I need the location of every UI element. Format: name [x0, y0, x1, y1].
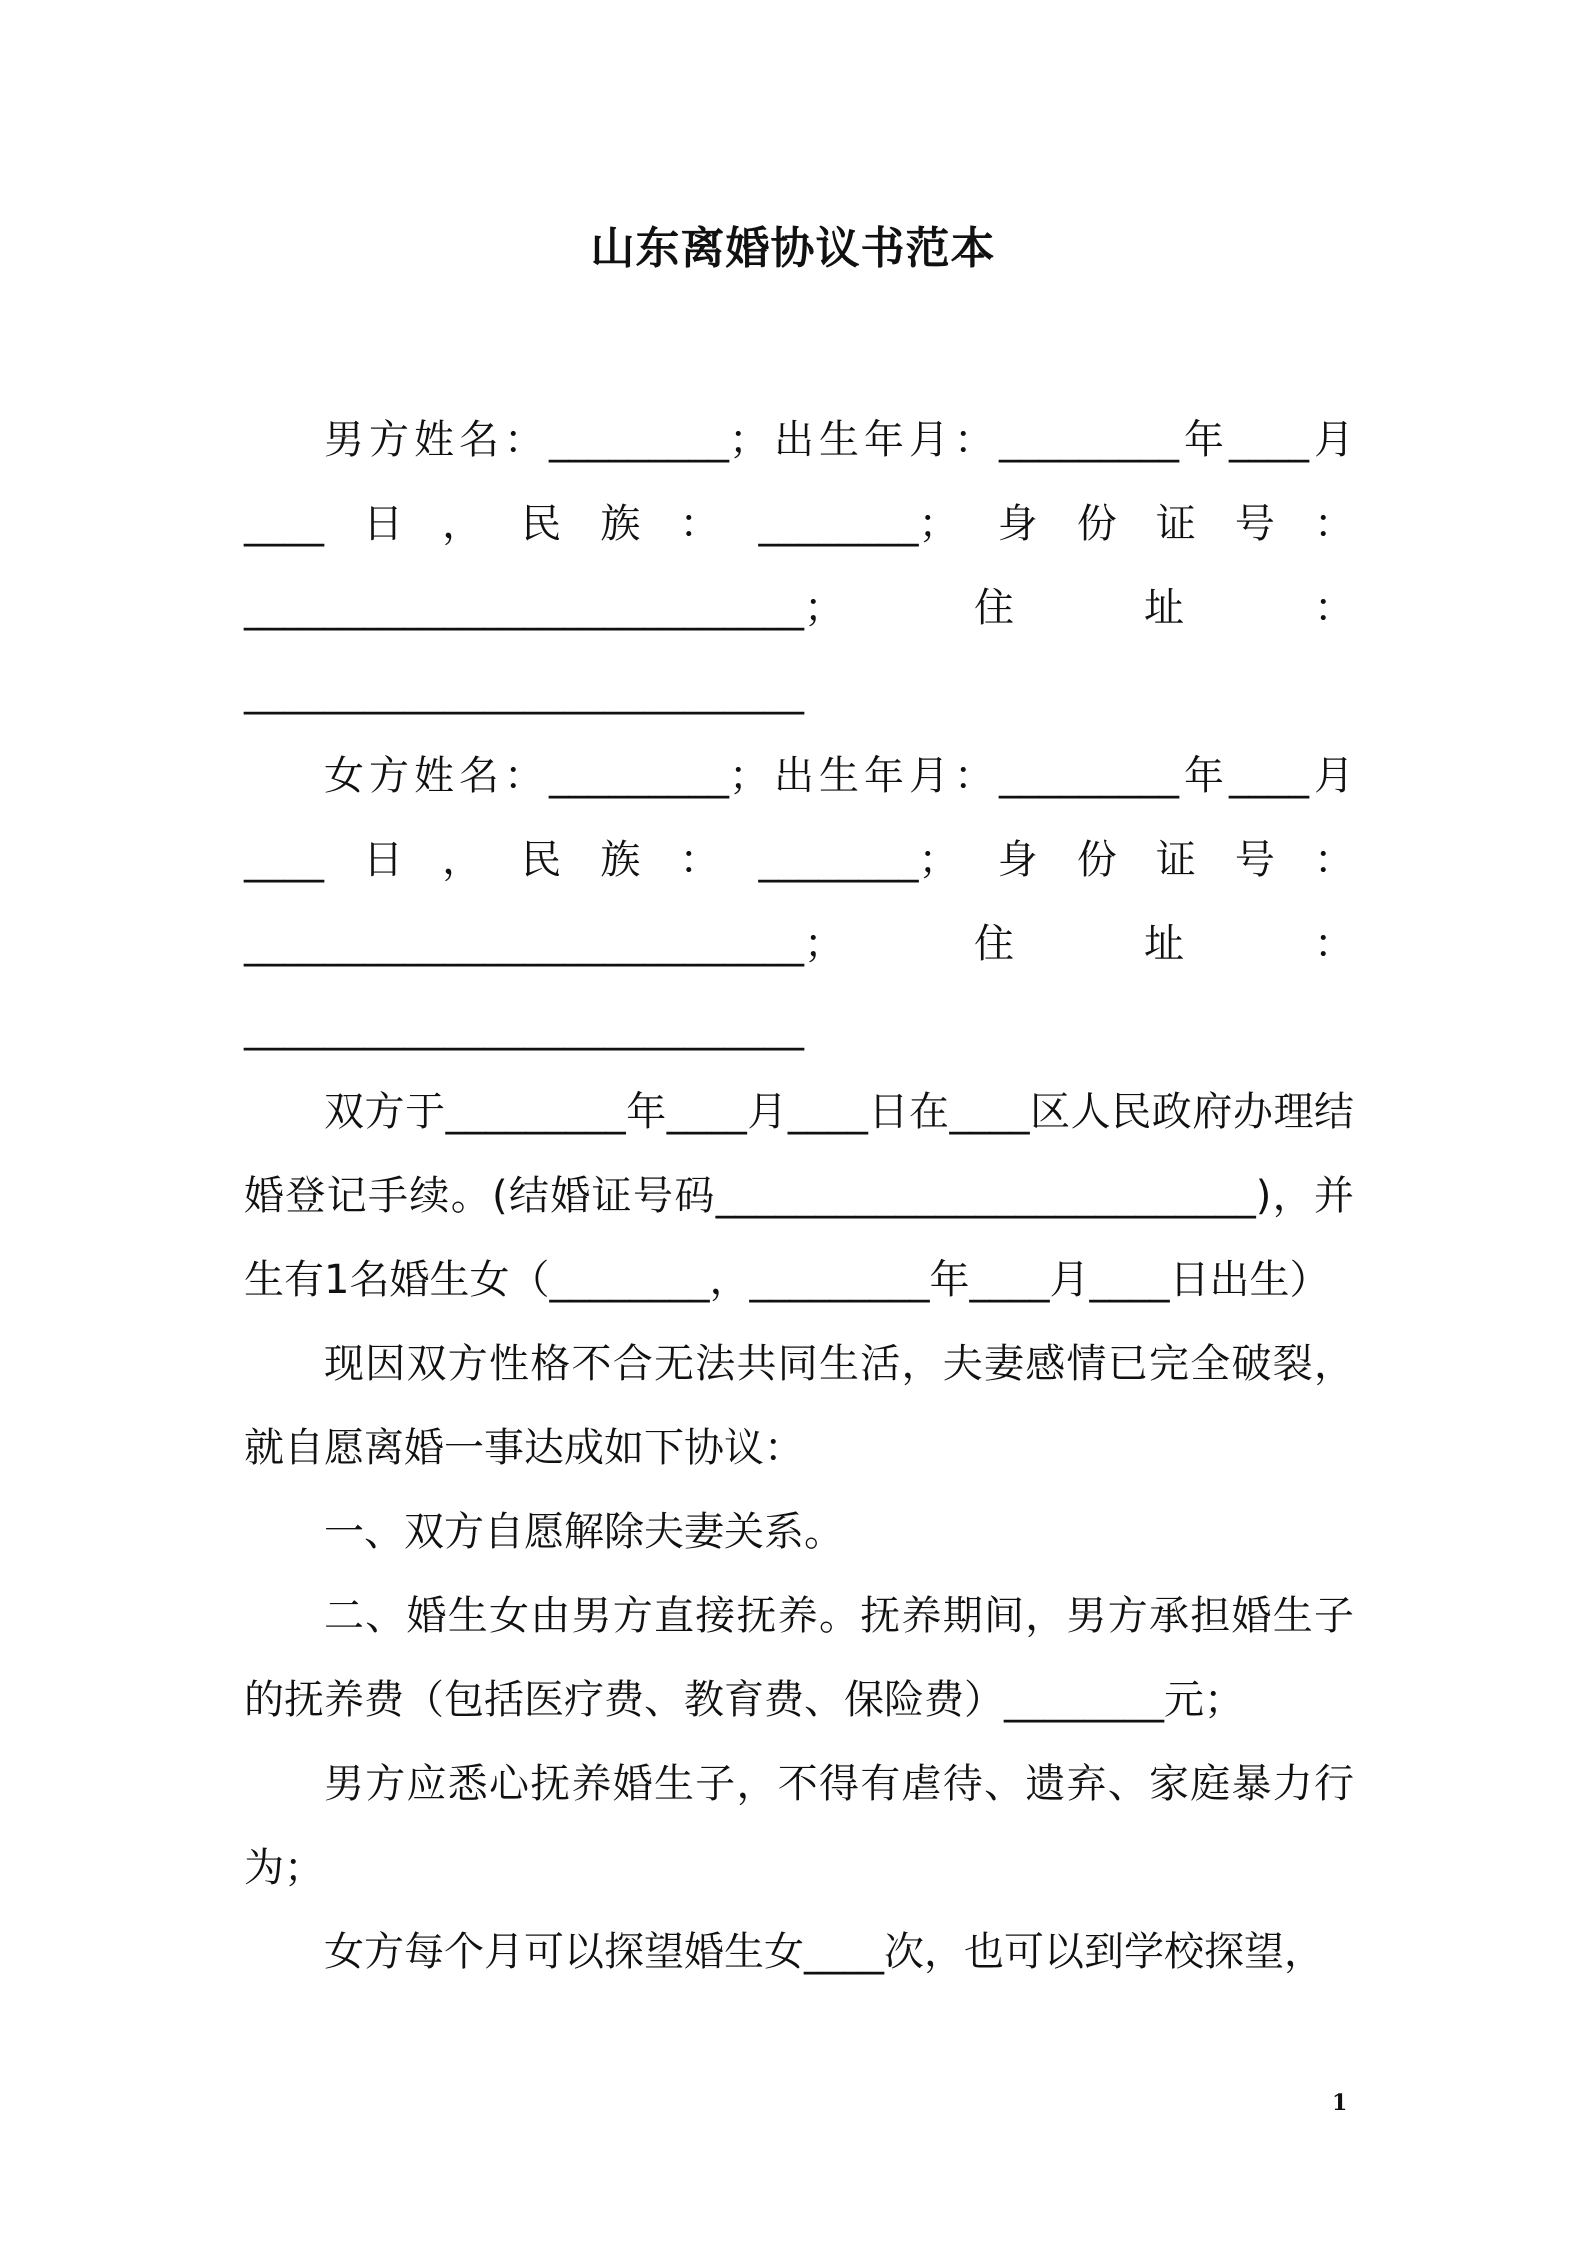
paragraph-text: 一、双方自愿解除夫妻关系。 [324, 1509, 844, 1555]
marriage-registration-info [244, 1070, 1354, 1322]
custody-duty [244, 1742, 1354, 1910]
clause-two [244, 1574, 1354, 1742]
document-body [244, 398, 1354, 1994]
paragraph-text: 二、婚生女由男方直接抚养。抚养期间，男方承担婚生子的抚养费（包括医疗费、教育费、保险费）________元； [244, 1593, 1354, 1723]
paragraph-text: 男方应悉心抚养婚生子，不得有虐待、遗弃、家庭暴力行为； [244, 1761, 1354, 1891]
paragraph-text: 女方姓名：_________；出生年月：_________年____月____日，民族：________；身份证号：____________________________；住址：____________________________ [244, 753, 1354, 1051]
document-title: 山东离婚协议书范本 [590, 223, 996, 274]
visitation-rights [244, 1910, 1354, 1994]
clause-one [244, 1490, 1354, 1574]
divorce-reason [244, 1322, 1354, 1490]
page-number: 1 [1332, 2090, 1348, 2116]
paragraph-text: 现因双方性格不合无法共同生活，夫妻感情已完全破裂，就自愿离婚一事达成如下协议： [244, 1341, 1354, 1471]
paragraph-text: 双方于_________年____月____日在____区人民政府办理结婚登记手续。(结婚证号码___________________________)，并生有1名婚生女（________，_________年____月____日出生） [244, 1089, 1354, 1303]
male-party-info [244, 398, 1354, 734]
female-party-info [244, 734, 1354, 1070]
paragraph-text: 男方姓名：_________；出生年月：_________年____月____日，民族：________；身份证号：____________________________；住址：____________________________ [244, 417, 1354, 715]
paragraph-text: 女方每个月可以探望婚生女____次，也可以到学校探望， [324, 1929, 1324, 1975]
